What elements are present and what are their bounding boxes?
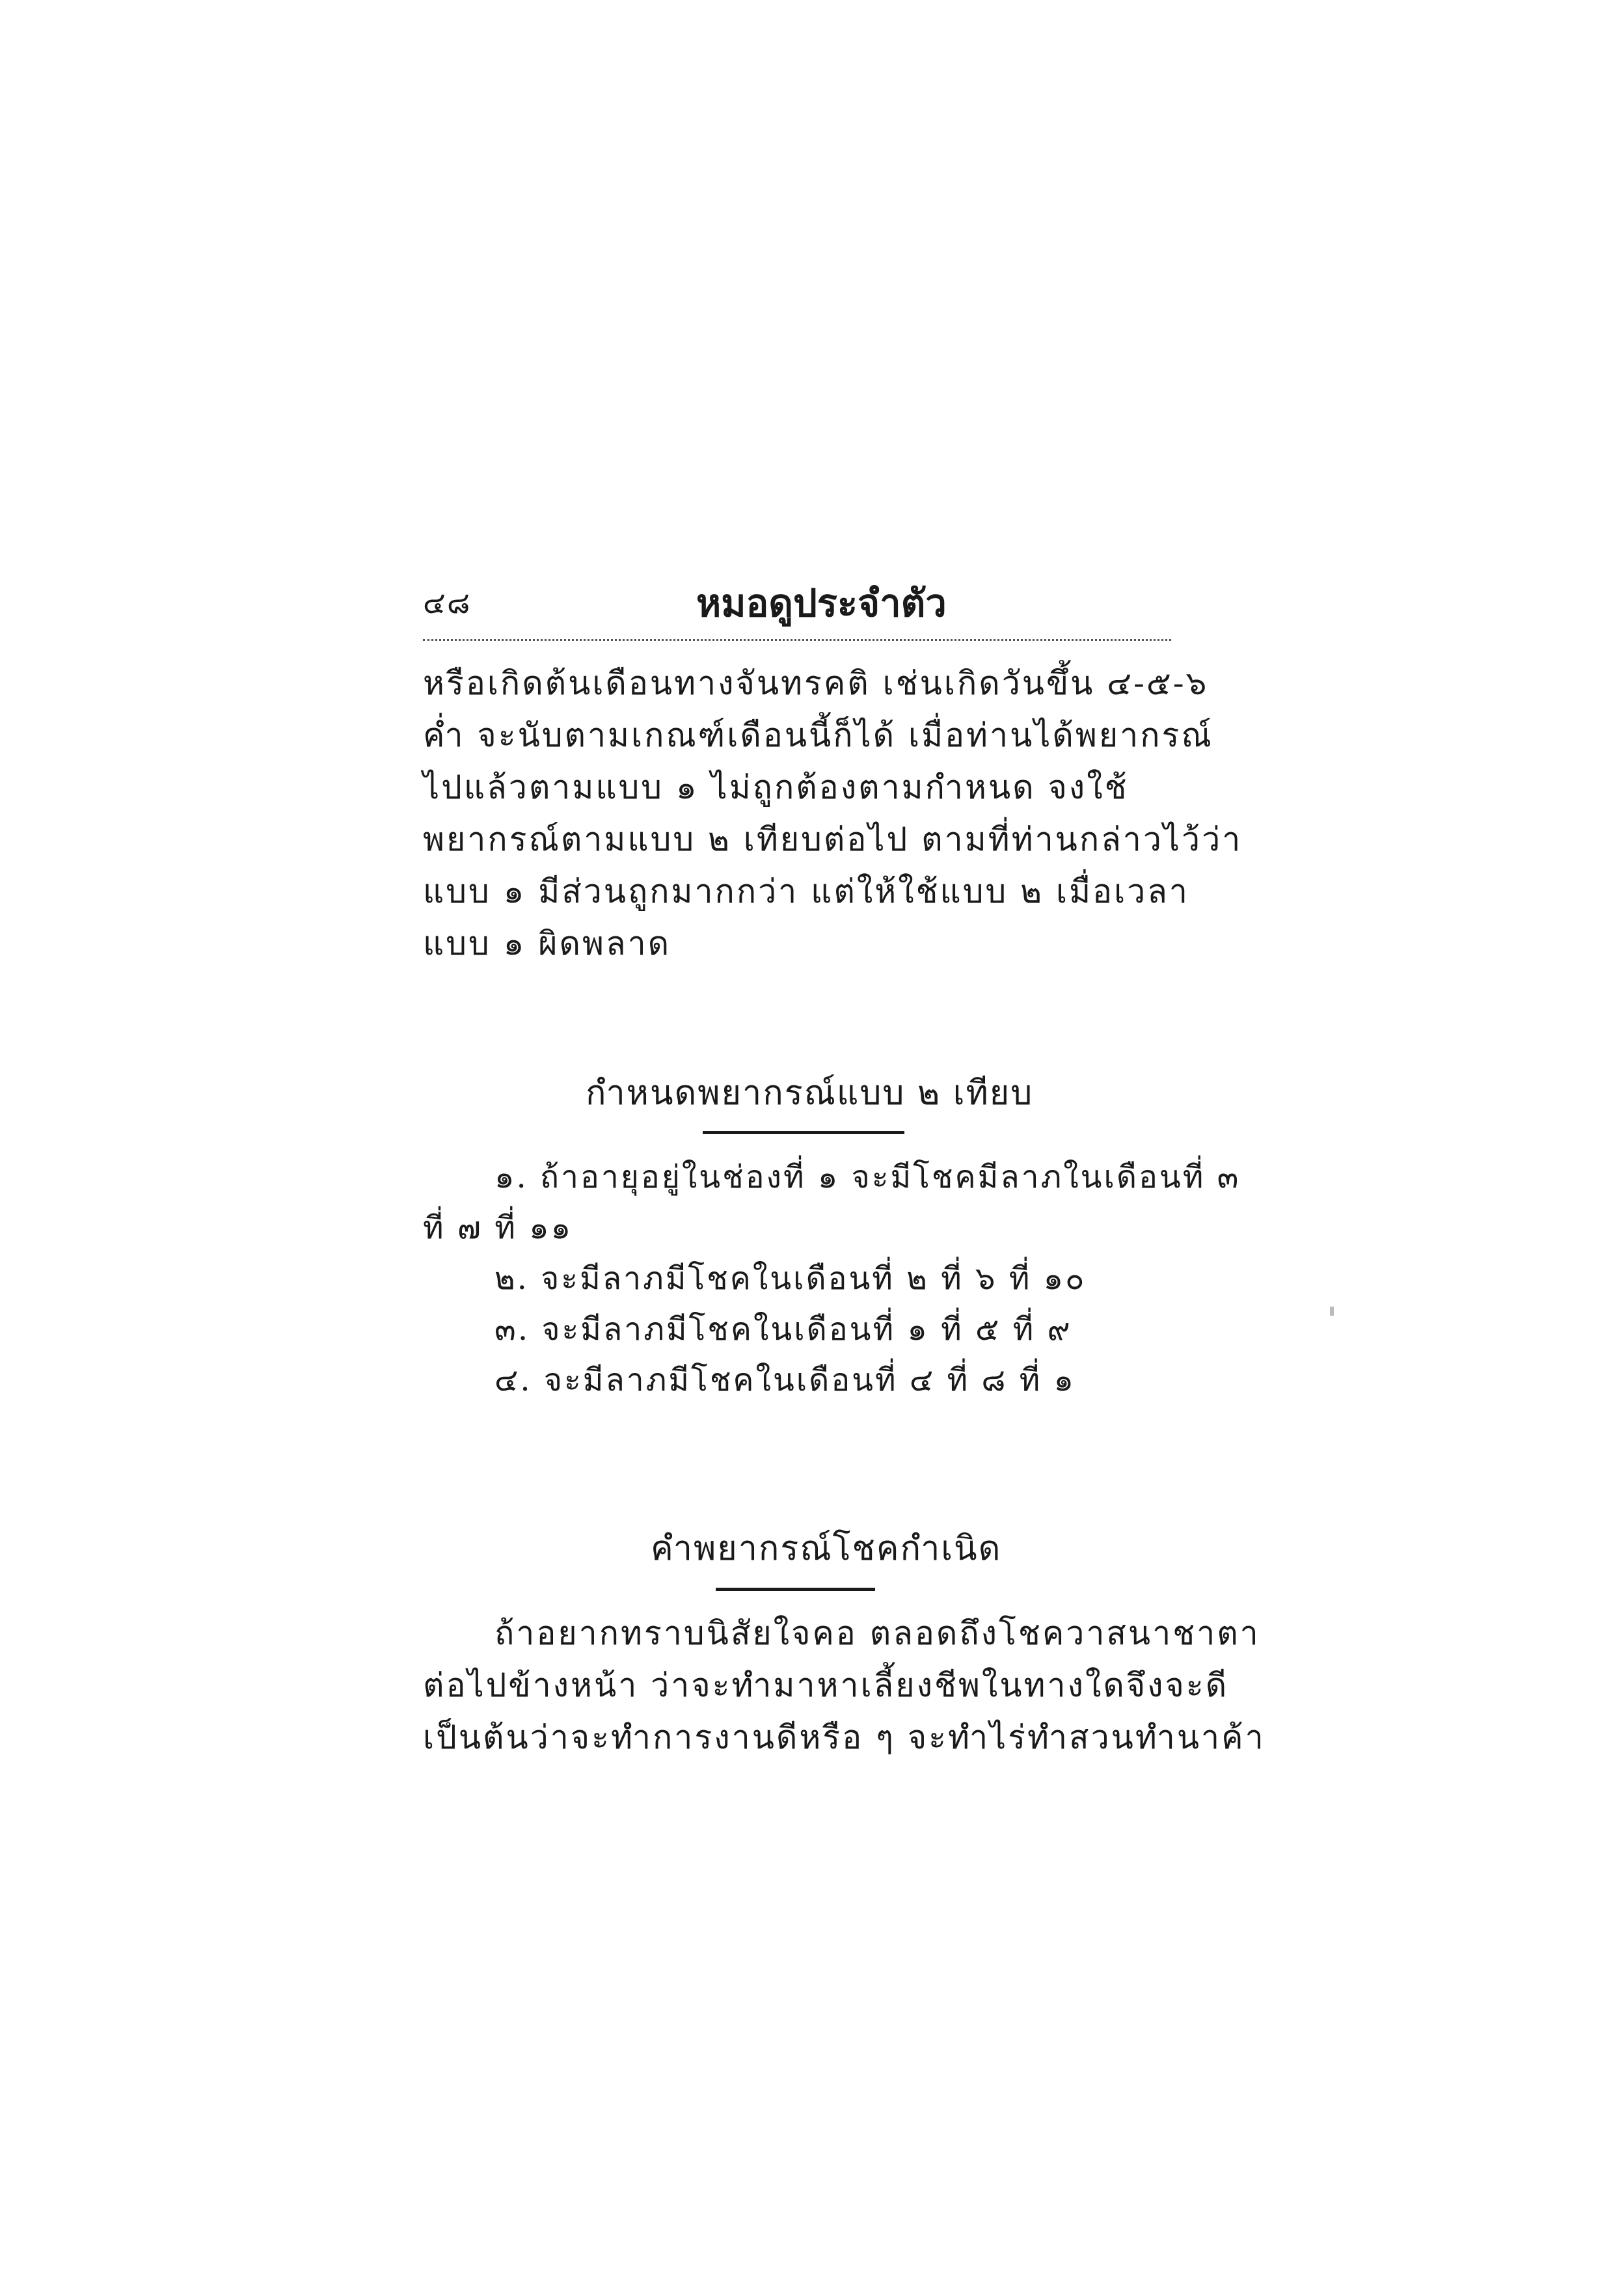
text-line: ค่ำ จะนับตามเกณฑ์เดือนนี้ก็ได้ เมื่อท่านได้พยากรณ์ (423, 716, 1213, 754)
text-line: ถ้าอยากทราบนิสัยใจคอ ตลอดถึงโชควาสนาชาตา (494, 1614, 1260, 1652)
text-line: แบบ ๑ ผิดพลาด (423, 925, 671, 962)
section-heading-1: กำหนดพยากรณ์แบบ ๒ เทียบ (586, 1074, 1034, 1113)
text-line: หรือเกิดต้นเดือนทางจันทรคติ เช่นเกิดวันขึ้น ๔-๕-๖ (423, 664, 1209, 702)
page-header (423, 573, 1171, 638)
margin-speck (1330, 1307, 1334, 1316)
text-line: ต่อไปข้างหน้า ว่าจะทำมาหาเลี้ยงชีพในทางใดจึงจะดี (423, 1666, 1229, 1704)
section-heading-1-underline (703, 1131, 904, 1134)
text-line: เป็นต้นว่าจะทำการงานดีหรือ ๆ จะทำไร่ทำสวนทำนาค้า (423, 1718, 1265, 1756)
running-title: หมอดูประจำตัว (696, 581, 947, 625)
section-heading-2: คำพยากรณ์โชคกำเนิด (651, 1529, 1002, 1568)
paragraph-2 (423, 1607, 1265, 1763)
section-heading-2-underline (716, 1588, 875, 1591)
page-number: ๔๘ (423, 585, 472, 620)
list-item-continuation: ที่ ๗ ที่ ๑๑ (423, 1210, 573, 1246)
text-line: แบบ ๑ มีส่วนถูกมากกว่า แต่ให้ใช้แบบ ๒ เมื่อเวลา (423, 873, 1189, 910)
forecast-list (423, 1152, 1241, 1406)
header-dotted-rule (423, 639, 1171, 641)
list-item: ๒. จะมีลาภมีโชคในเดือนที่ ๒ ที่ ๖ ที่ ๑๐ (494, 1260, 1087, 1297)
text-line: พยากรณ์ตามแบบ ๒ เทียบต่อไป ตามที่ท่านกล่าวไว้ว่า (423, 821, 1243, 858)
list-item: ๓. จะมีลาภมีโชคในเดือนที่ ๑ ที่ ๕ ที่ ๙ (494, 1311, 1072, 1348)
paragraph-1 (423, 657, 1243, 970)
list-item: ๔. จะมีลาภมีโชคในเดือนที่ ๔ ที่ ๘ ที่ ๑ (494, 1362, 1076, 1398)
text-line: ไปแล้วตามแบบ ๑ ไม่ถูกต้องตามกำหนด จงใช้ (423, 768, 1129, 806)
list-item: ๑. ถ้าอายุอยู่ในช่องที่ ๑ จะมีโชคมีลาภในเดือนที่ ๓ (494, 1159, 1241, 1195)
